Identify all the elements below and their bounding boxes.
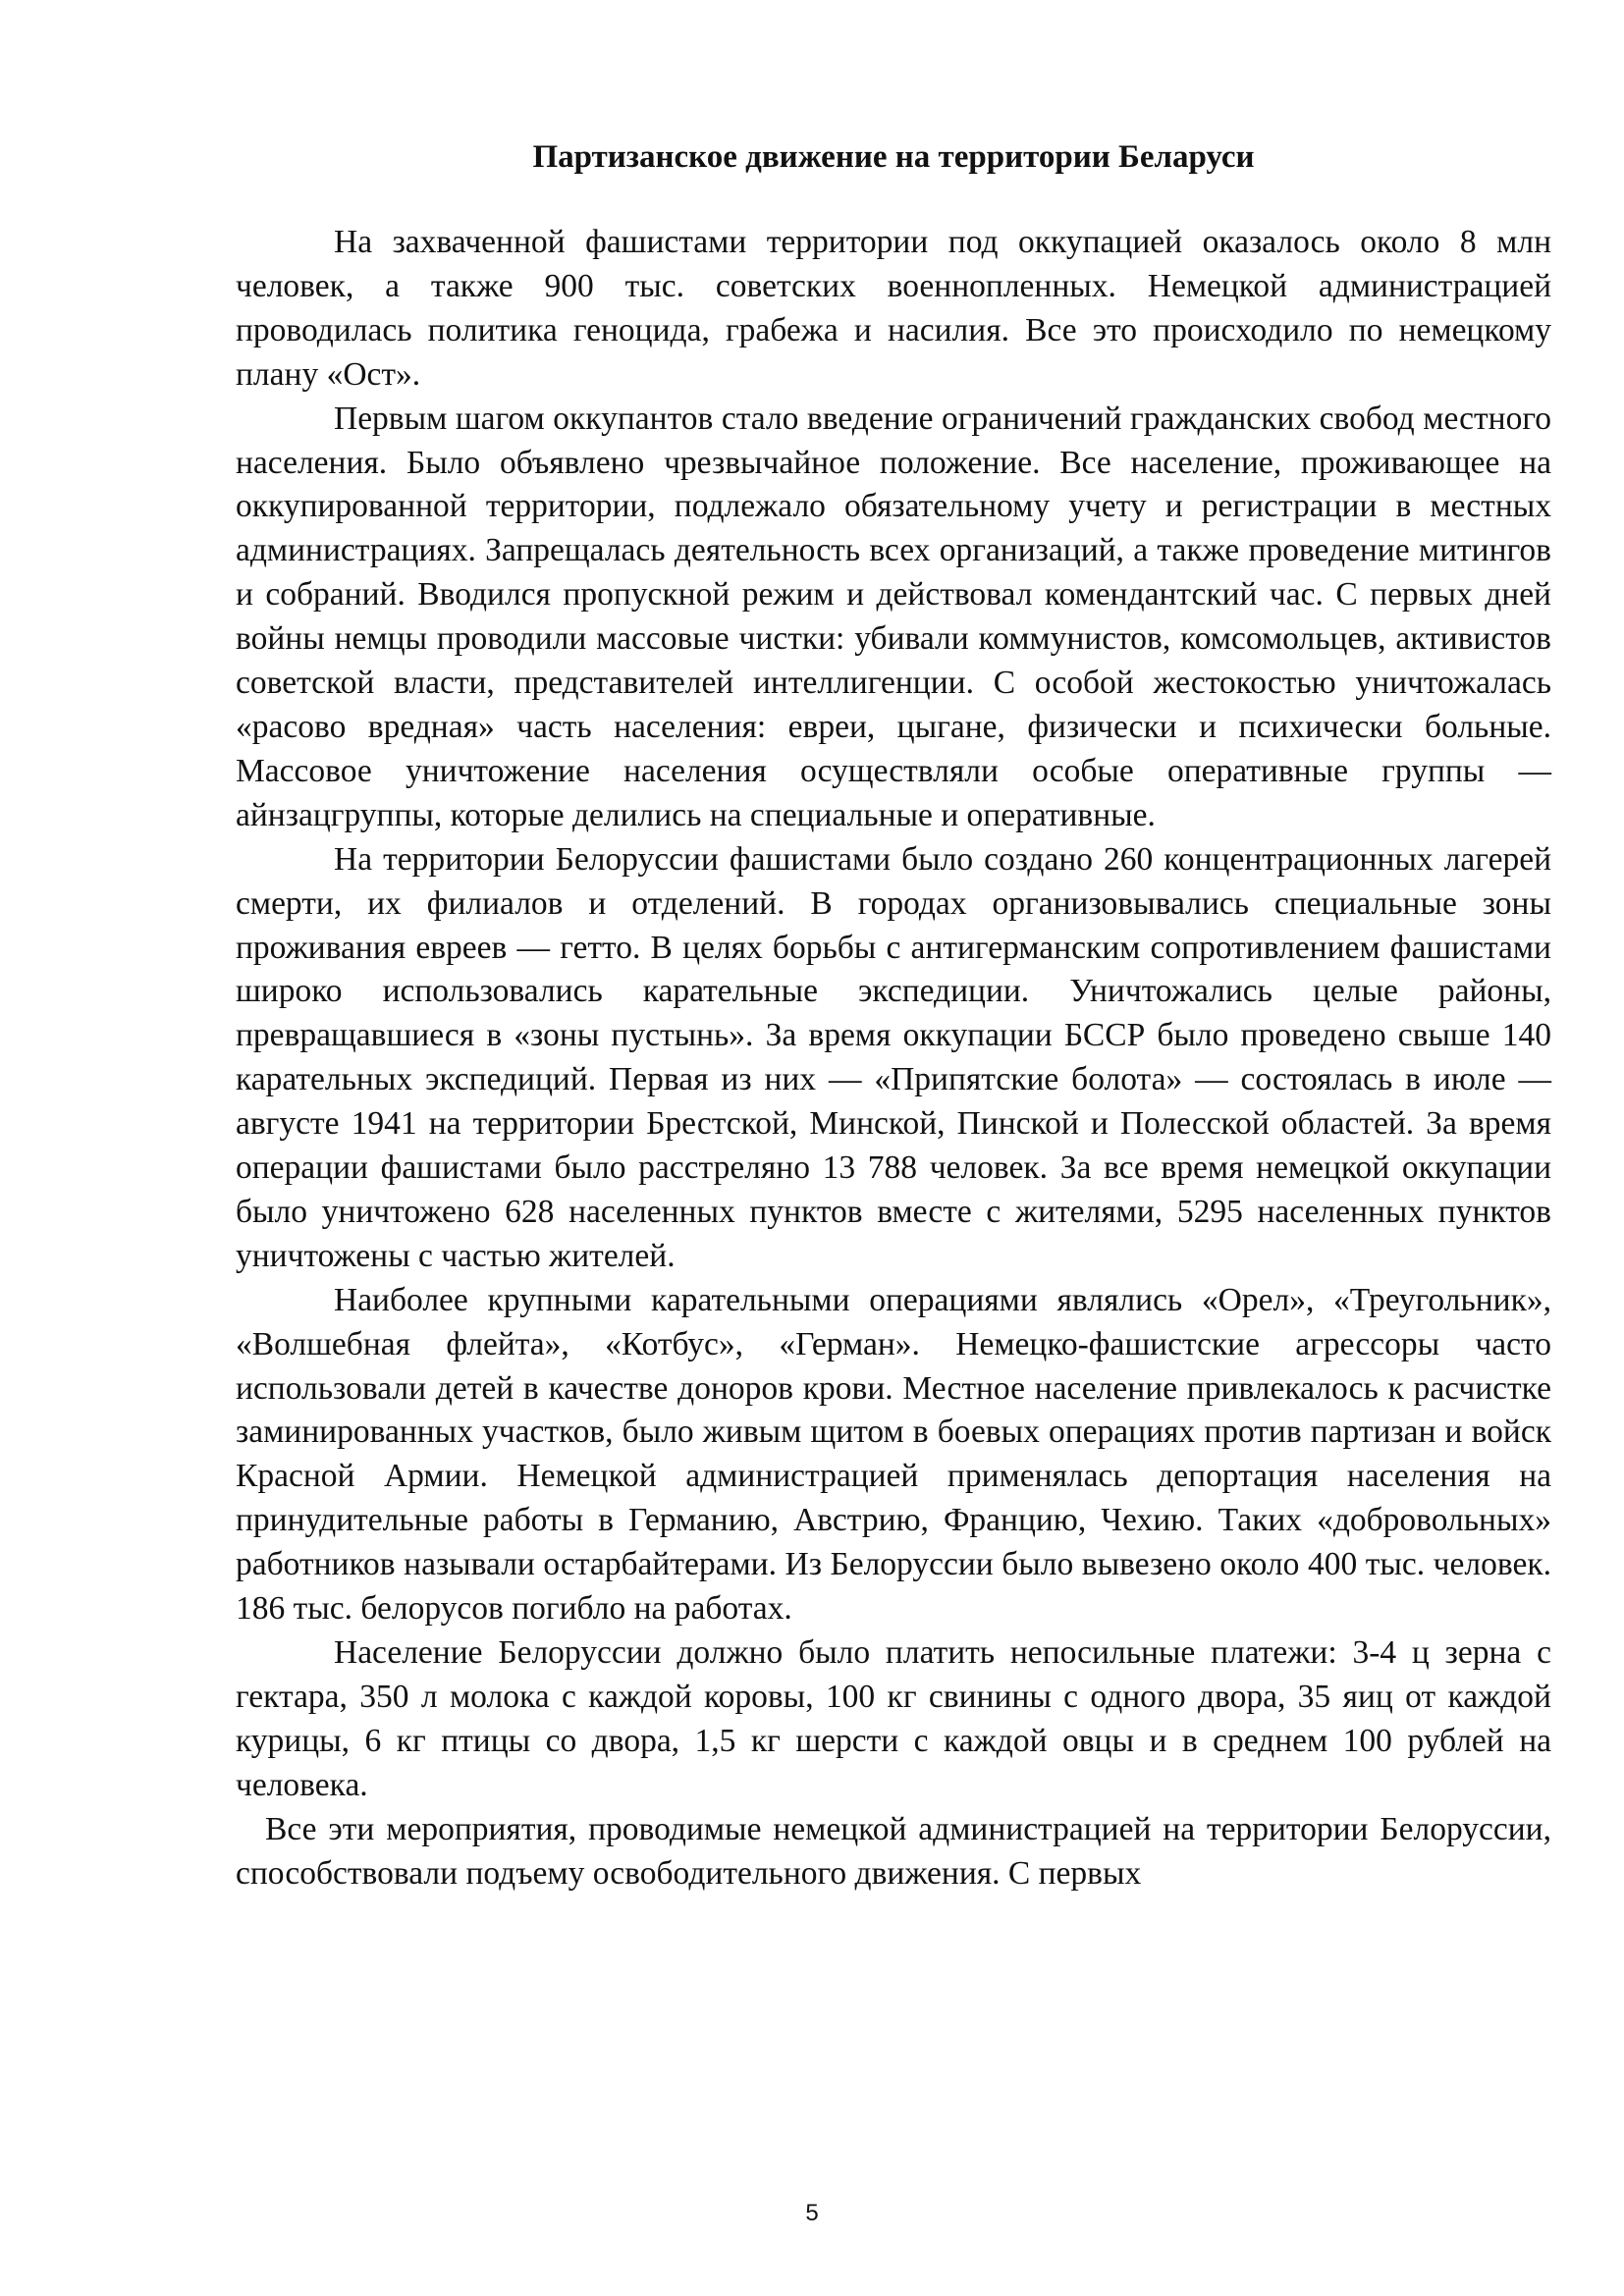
- paragraph-6: Все эти мероприятия, проводимые немецкой администрацией на территории Белоруссии, способствовали подъему освободительного движения. С первых: [236, 1810, 1551, 1892]
- paragraph-2: Первым шагом оккупантов стало введение ограничений гражданских свобод местного населения. Было объявлено чрезвычайное положение. Все население, проживающее на оккупированной территории, подлежало обязательному учету и регистрации в местных администрациях. Запрещалась деятельность всех организаций, а также проведение митингов и собраний. Вводился пропускной режим и действовал комендантский час. С первых дней войны немцы проводили массовые чистки: убивали коммунистов, комсомольцев, активистов советской власти, представителей интеллигенции. С особой жестокостью уничтожалась «расово вредная» часть населения: евреи, цыгане, физически и психически больные. Массовое уничтожение населения осуществляли особые оперативные группы — айнзацгруппы, которые делились на специальные и оперативные.: [236, 400, 1551, 833]
- page-number: 5: [805, 2200, 819, 2226]
- body-text: [236, 221, 1551, 1896]
- paragraph-5: Население Белоруссии должно было платить непосильные платежи: 3-4 ц зерна с гектара, 350 л молока с каждой коровы, 100 кг свинины с одного двора, 35 яиц от каждой курицы, 6 кг птицы со двора, 1,5 кг шерсти с каждой овцы и в среднем 100 рублей на человека.: [236, 1634, 1551, 1803]
- page-title: Партизанское движение на территории Беларуси: [532, 139, 1255, 175]
- paragraph-3: На территории Белоруссии фашистами было создано 260 концентрационных лагерей смерти, их филиалов и отделений. В городах организовывались специальные зоны проживания евреев — гетто. В целях борьбы с антигерманским сопротивлением фашистами широко использовались карательные экспедиции. Уничтожались целые районы, превращавшиеся в «зоны пустынь». За время оккупации БССР было проведено свыше 140 карательных экспедиций. Первая из них — «Припятские болота» — состоялась в июле — августе 1941 на территории Брестской, Минской, Пинской и Полесской областей. За время операции фашистами было расстреляно 13 788 человек. За все время немецкой оккупации было уничтожено 628 населенных пунктов вместе с жителями, 5295 населенных пунктов уничтожены с частью жителей.: [236, 840, 1551, 1274]
- paragraph-1: На захваченной фашистами территории под оккупацией оказалось около 8 млн человек, а также 900 тыс. советских военнопленных. Немецкой администрацией проводилась политика геноцида, грабежа и насилия. Все это происходило по немецкому плану «Ост».: [236, 224, 1551, 393]
- paragraph-4: Наиболее крупными карательными операциями являлись «Орел», «Треугольник», «Волшебная флейта», «Котбус», «Герман». Немецко-фашистские агрессоры часто использовали детей в качестве доноров крови. Местное население привлекалось к расчистке заминированных участков, было живым щитом в боевых операциях против партизан и войск Красной Армии. Немецкой администрацией применялась депортация населения на принудительные работы в Германию, Австрию, Францию, Чехию. Таких «добровольных» работников называли остарбайтерами. Из Белоруссии было вывезено около 400 тыс. человек. 186 тыс. белорусов погибло на работах.: [236, 1281, 1551, 1628]
